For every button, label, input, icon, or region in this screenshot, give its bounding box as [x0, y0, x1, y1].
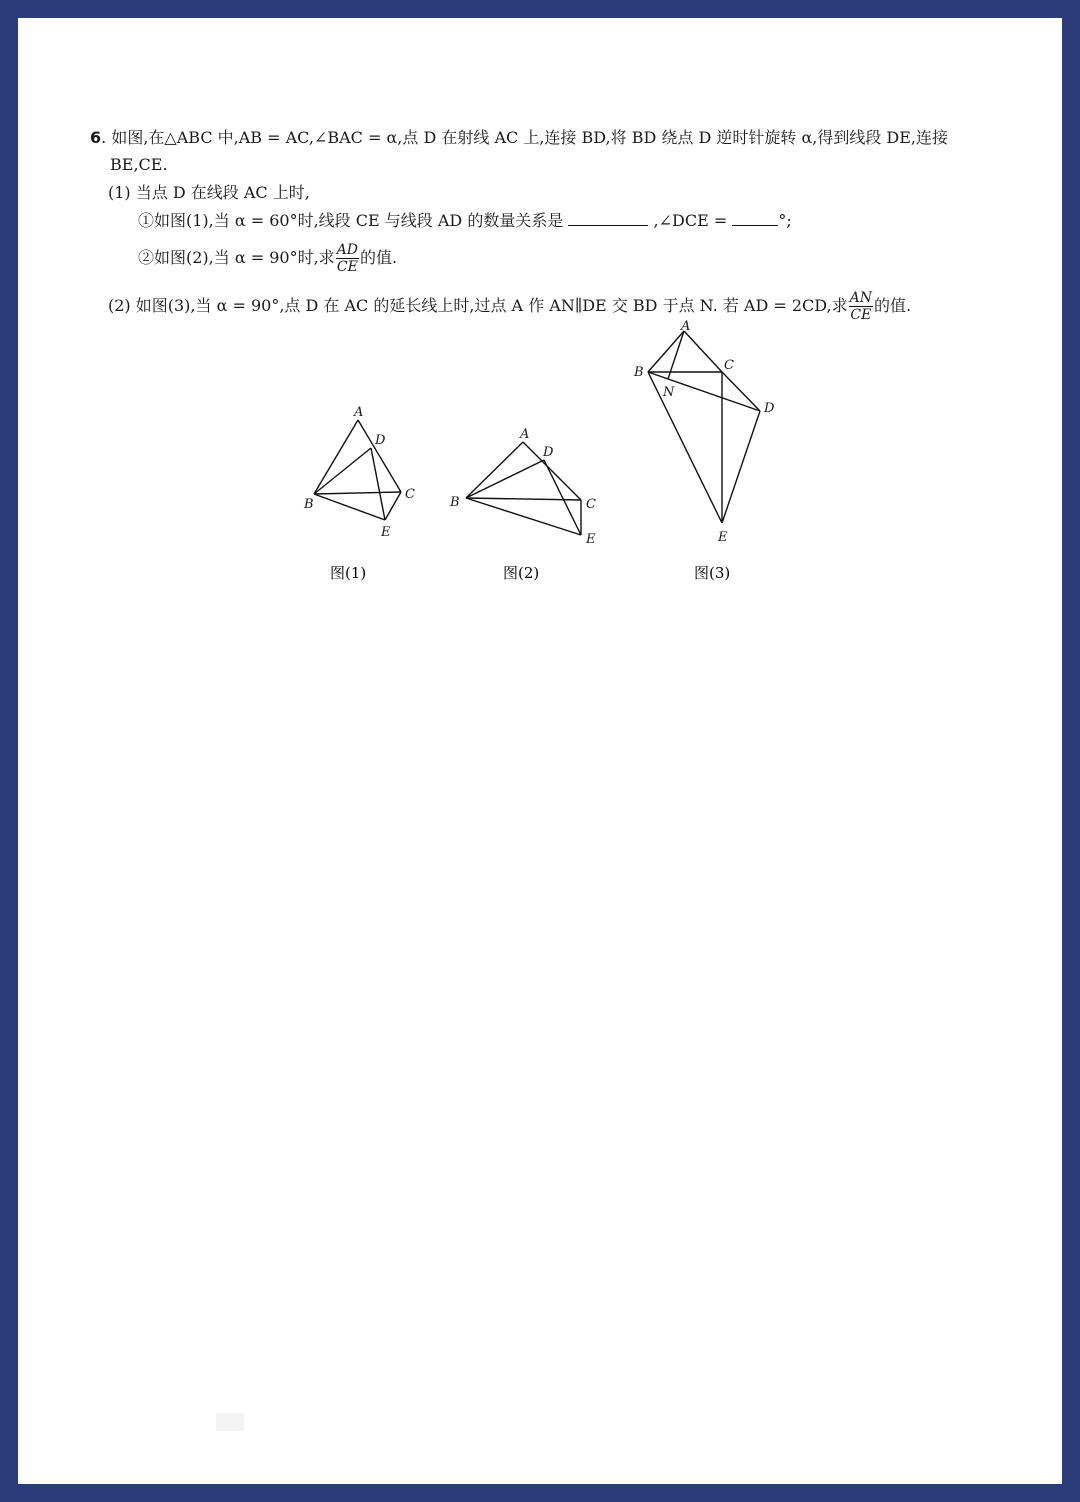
q2-text-a: ②如图(2),当 α = 90°时,求	[138, 248, 335, 267]
fig2-label-a: A	[520, 427, 530, 442]
figure-3-diagram	[18, 18, 1062, 1484]
fig1-label-d: D	[375, 433, 386, 448]
fig1-label-a: A	[354, 405, 364, 420]
fraction-numerator: AN	[849, 290, 873, 306]
intro-text-1: . 如图,在△ABC 中,AB = AC,∠BAC = α,点 D 在射线 AC 上,连接 BD,将 BD 绕点 D 逆时针旋转 α,得到线段 DE,连接	[101, 128, 949, 147]
fig3-label-d: D	[764, 401, 775, 416]
q1-text-c: °;	[778, 211, 792, 230]
part2-text-a: (2) 如图(3),当 α = 90°,点 D 在 AC 的延长线上时,过点 A 作 AN∥DE 交 BD 于点 N. 若 AD = 2CD,求	[108, 296, 848, 315]
fig2-label-b: B	[450, 495, 460, 510]
figure-2-caption: 图(2)	[503, 564, 540, 582]
q1-text-a: ①如图(1),当 α = 60°时,线段 CE 与线段 AD 的数量关系是	[138, 211, 564, 230]
page	[18, 18, 1062, 1484]
fig3-label-e: E	[718, 530, 728, 545]
fig1-label-b: B	[304, 497, 314, 512]
fraction-denominator: CE	[850, 307, 872, 323]
fig3-label-b: B	[634, 365, 644, 380]
q2-text-b: 的值.	[360, 248, 398, 267]
q1-text-b: ,∠DCE =	[653, 211, 728, 230]
figure-3-caption: 图(3)	[694, 564, 731, 582]
problem-intro-line2: BE,CE.	[110, 155, 168, 174]
fig3-label-a: A	[681, 319, 691, 334]
fig2-label-e: E	[586, 532, 596, 547]
fig1-label-c: C	[405, 487, 415, 502]
fraction-denominator: CE	[336, 259, 358, 275]
fig3-label-n: N	[663, 385, 675, 400]
problem-number: 6	[90, 128, 102, 147]
faint-watermark	[216, 1413, 244, 1431]
part2-text-b: 的值.	[874, 296, 912, 315]
fig3-label-c: C	[724, 358, 734, 373]
fig2-label-c: C	[586, 497, 596, 512]
fig1-label-e: E	[381, 525, 391, 540]
fraction-numerator: AD	[336, 242, 359, 258]
figure-1-caption: 图(1)	[330, 564, 367, 582]
part1-title: (1) 当点 D 在线段 AC 上时,	[108, 183, 310, 202]
fig2-label-d: D	[543, 445, 554, 460]
